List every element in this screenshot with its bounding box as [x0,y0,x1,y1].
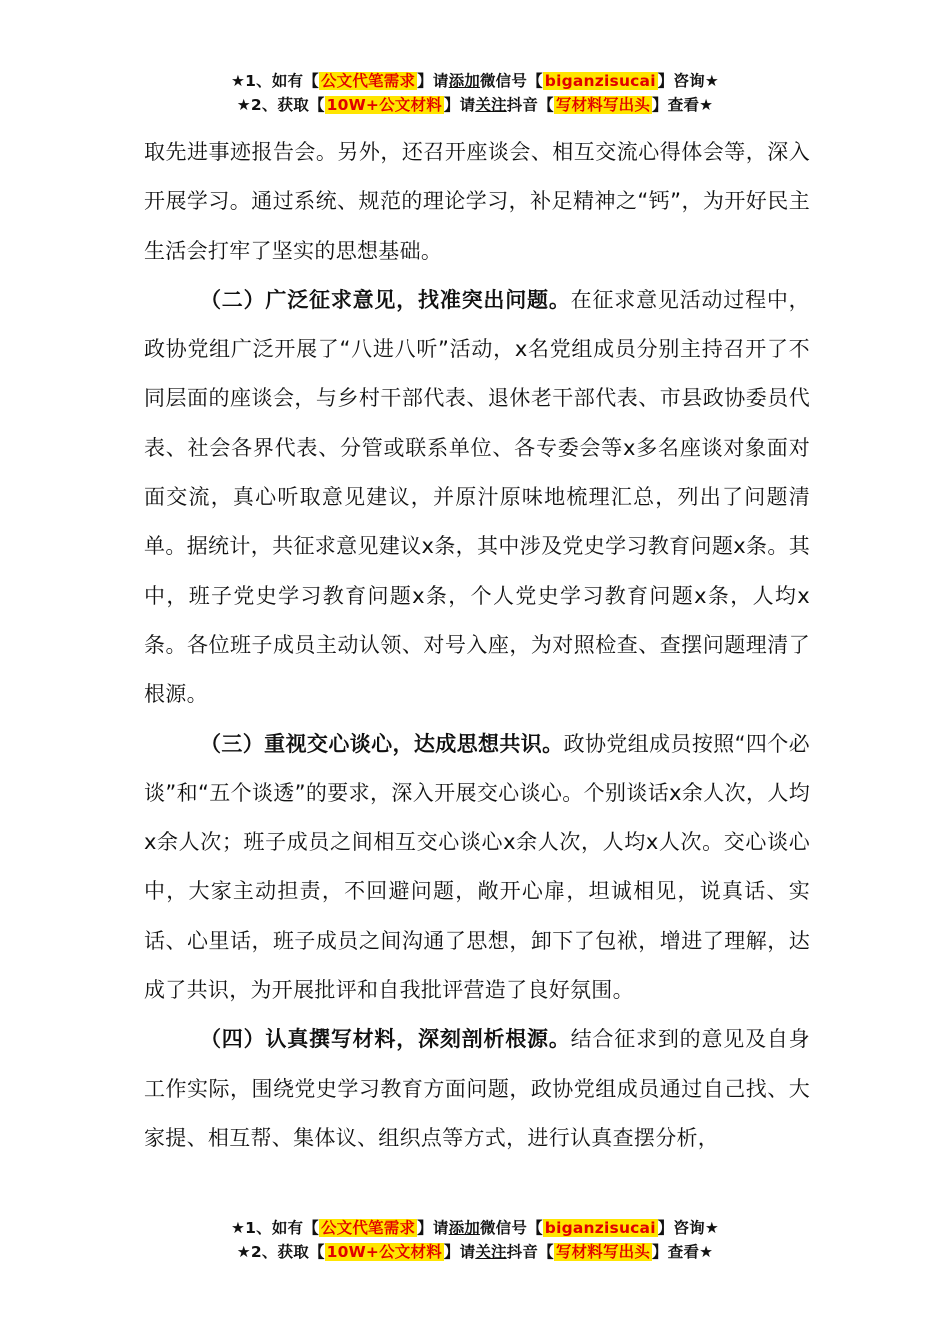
paragraph-text: 在征求意见活动过程中，政协党组广泛开展了“八进八听”活动，x名党组成员分别主持召开了不同层面的座谈会，与乡村干部代表、退休老干部代表、市县政协委员代表、社会各界代表、分管或联系单位、各专委会等x多名座谈对象面对面交流，真心听取意见建议，并原汁原味地梳理汇总，列出了问题清单。据统计，共征求意见建议x条，其中涉及党史学习教育问题x条。其中，班子党史学习教育问题x条，个人党史学习教育问题x条，人均x条。各位班子成员主动认领、对号入座，为对照检查、查摆问题理清了根源。 [144,287,810,707]
banner-text: 】请 [417,72,449,90]
banner-text: 2、获取【 [250,96,325,114]
banner-text: 微信号【 [479,72,543,90]
paragraph [144,128,810,276]
paragraph-lead: （四）认真撰写材料，深刻剖析根源。 [200,1027,571,1052]
paragraph-lead: （三）重视交心谈心，达成思想共识。 [200,731,564,756]
paragraph-text: 政协党组成员按照“四个必谈”和“五个谈透”的要求，深入开展交心谈心。个别谈话x余人次，人均x余人次；班子成员之间相互交心谈心x余人次，人均x人次。交心谈心中，大家主动担责，不回避问题，敞开心扉，坦诚相见，说真话、实话、心里话，班子成员之间沟通了思想，卸下了包袱，增进了理解，达成了共识，为开展批评和自我批评营造了良好氛围。 [144,731,810,1003]
highlight-service: 公文代笔需求 [320,1219,416,1237]
banner-text: 】查看★ [652,1243,714,1261]
banner-text: 】请 [443,1243,476,1261]
banner-text: 】咨询★ [657,1219,719,1237]
paragraph [144,276,810,720]
highlight-materials: 10W+公文材料 [326,1243,442,1261]
star-icon: ★ [236,1243,251,1261]
banner-line-2 [0,93,950,117]
paragraph [144,1015,810,1163]
banner-text: 微信号【 [479,1219,543,1237]
star-icon: ★ [231,72,246,90]
banner-text: 抖音【 [506,96,554,114]
paragraph-text: 取先进事迹报告会。另外，还召开座谈会、相互交流心得体会等，深入开展学习。通过系统、规范的理论学习，补足精神之“钙”，为开好民主生活会打牢了坚实的思想基础。 [144,140,810,263]
footer-banner [0,1216,950,1264]
banner-underlined: 关注 [475,96,507,114]
banner-line-1 [0,1216,950,1240]
highlight-wechat-id: biganzisucai [544,1219,656,1237]
banner-text: 】请 [417,1219,449,1237]
banner-text: 2、获取【 [250,1243,325,1261]
document-body [144,128,810,1163]
paragraph-text: 结合征求到的意见及自身工作实际，围绕党史学习教育方面问题，政协党组成员通过自己找、大家提、相互帮、集体议、组织点等方式，进行认真查摆分析， [144,1027,810,1150]
banner-line-2 [0,1240,950,1264]
highlight-materials: 10W+公文材料 [326,96,442,114]
star-icon: ★ [236,96,251,114]
header-banner [0,69,950,117]
highlight-service: 公文代笔需求 [320,72,416,90]
star-icon: ★ [231,1219,246,1237]
banner-line-1 [0,69,950,93]
banner-text: 1、如有【 [245,1219,319,1237]
banner-text: 抖音【 [506,1243,554,1261]
highlight-wechat-id: biganzisucai [544,72,656,90]
paragraph-lead: （二）广泛征求意见，找准突出问题。 [200,287,571,312]
banner-text: 】咨询★ [657,72,719,90]
banner-underlined: 添加 [448,1219,480,1237]
banner-text: 】查看★ [652,96,714,114]
banner-text: 】请 [443,96,476,114]
highlight-douyin-id: 写材料写出头 [555,1243,651,1261]
paragraph [144,720,810,1016]
banner-underlined: 添加 [448,72,480,90]
highlight-douyin-id: 写材料写出头 [555,96,651,114]
banner-text: 1、如有【 [245,72,319,90]
banner-underlined: 关注 [475,1243,507,1261]
